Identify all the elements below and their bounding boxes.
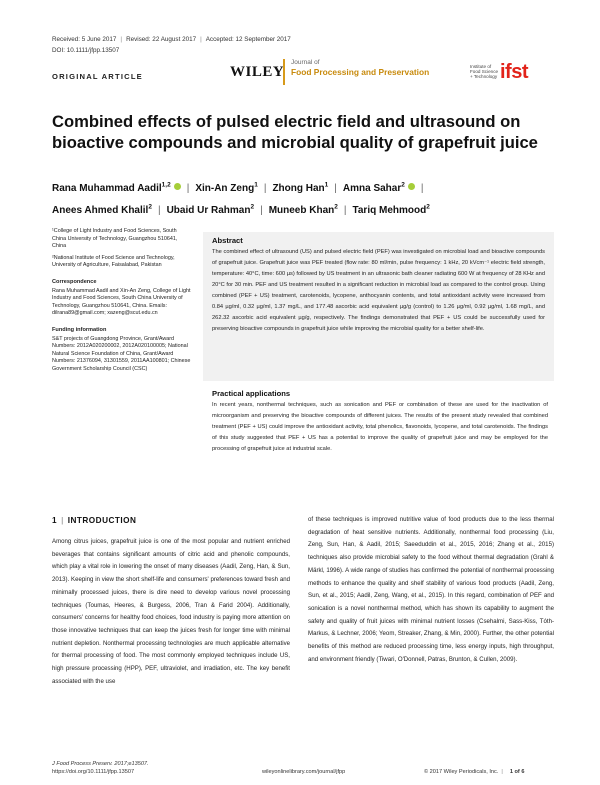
journal-logo-line2: Food Processing and Preservation xyxy=(291,67,430,77)
funding-heading: Funding information xyxy=(52,326,107,333)
divider: | xyxy=(120,36,123,43)
accepted-date: Accepted: 12 September 2017 xyxy=(205,36,291,43)
intro-right-column: of these techniques is improved nutritive value of food products due to the less thermal degradation of heat sensitive nutrients. Additionally, nonthermal food processing (Liu, Zeng, Sun, Han, & Aadil, 2015; Saeeduddin et al., 2015, 2016; Zhang et al., 2015) techniques also provide microbial safety to the food without thermal degradation (Grahl & Märkl, 1996). A wide range of studies has confirmed the potential of nonthermal processing methods to enhance the quality and shelf stability of various food products (Aadil, Zeng, Sun, et al., 2015; Aadil, Zeng, Wang, et al., 2015). In this regard, combination of PEF and sonication is a novel nonthermal method, which has shown its capability to augment the safety and quality of fruit juices with minimal nutrient losses (Csehalmi, Sass-Kiss, Tóth-Markus, & Lechner, 2006; Yeom, Streaker, Zhang, & Min, 2000). Further, the other potential benefits of this method are reduced processing time, less energy inputs, high throughput, and environment friendly (Tiwari, O'Donnell, Patras, Brunton, & Cullen, 2009). xyxy=(308,516,554,663)
intro-left-column: Among citrus juices, grapefruit juice is one of the most popular and nutrient enriched beverages that contains significant amounts of citric acid and phenolic compounds, which play a vital role in lowering the onset of many diseases (Aadil, Zeng, Han, & Sun, 2013). Keeping in view the short shelf-life and consumers' preferences toward fresh and minimally processed juices, there is dire need to develop various novel processing techniques (Toumas, Heeres, & Burgess, 2006, Tran & Farid 2004). Additionally, consumers' concerns for healthy food choices, food industry is paying more attention on those innovative techniques that can keep the juices fresh for longer time with minimal nutrient depletion. Nonthermal processing technologies are much applicable alternative for thermal processing of food. The most commonly employed techniques include US, high pressure processing (HPP), PEF, ultraviolet, and irradiation, etc. The key benefit associated with the use xyxy=(52,538,290,685)
practical-heading: Practical applications xyxy=(212,389,291,398)
ifst-logo-caption: Institute of Food Science + Technology xyxy=(470,64,499,80)
abstract-box xyxy=(203,232,554,381)
section-title: INTRODUCTION xyxy=(67,516,137,525)
affiliations xyxy=(52,228,192,270)
sidebar xyxy=(52,228,192,383)
page-number: 1 of 6 xyxy=(509,769,525,775)
orcid-icon[interactable] xyxy=(408,183,415,190)
revised-date: Revised: 22 August 2017 xyxy=(126,36,197,43)
section-number: 1 xyxy=(52,516,58,525)
funding-text: S&T projects of Guangdong Province, Grant/Award Numbers: 2012A020200002, 2012A020100005; National Natural Science Foundation of China, Grant/Award Numbers: 21376094, 31301559, 2011AA100801; Chinese Government Scholarship Council (CSC) xyxy=(52,335,191,372)
journal-logo-line1: Journal of xyxy=(291,59,320,66)
ifst-logo[interactable] xyxy=(470,60,550,86)
practical-applications xyxy=(212,389,548,455)
funding xyxy=(52,327,192,374)
author[interactable]: Ubaid Ur Rahman$^2$ xyxy=(166,203,255,216)
footer-right: © 2017 Wiley Periodicals, Inc. | 1 of 6 xyxy=(424,769,525,775)
article-type: ORIGINAL ARTICLE xyxy=(52,72,143,81)
correspondence-heading: Correspondence xyxy=(52,278,97,285)
citation: J Food Process Preserv. 2017;e13507. xyxy=(52,761,149,767)
author[interactable]: Anees Ahmed Khalil$^2$ xyxy=(52,203,152,216)
journal-logo[interactable] xyxy=(283,59,435,85)
author[interactable]: Rana Muhammad Aadil$^{1,2}$ xyxy=(52,183,181,194)
journal-site[interactable]: wileyonlinelibrary.com/journal/jfpp xyxy=(262,769,346,775)
correspondence xyxy=(52,279,192,318)
correspondence-text: Rana Muhammad Aadil and Xin-An Zeng, College of Light Industry and Food Sciences, South China University of Technology, Guangzhou 510641, China. Emails: dilrana89@gmail.com; xazeng@scut.edu.cn xyxy=(52,287,191,317)
orcid-icon[interactable] xyxy=(174,183,181,190)
wiley-logo[interactable]: WILEY xyxy=(230,64,285,80)
received-date: Received: 5 June 2017 xyxy=(52,36,117,43)
author[interactable]: Xin-An Zeng$^1$ xyxy=(195,182,258,195)
ifst-logo-mark: ifst xyxy=(500,61,528,83)
doi-url[interactable]: https://doi.org/10.1111/jfpp.13507 xyxy=(52,769,135,775)
author-list: Rana Muhammad Aadil$^{1,2}$ | Xin-An Zeng$^1$ | Zhong Han$^1$ | Amna Sahar$^2$ | Anees Ahmed Khalil$^2$ | Ubaid Ur Rahman$^2$ | Muneeb Khan$^2$ | Tariq Mehmood$^2$ xyxy=(52,182,430,216)
author[interactable]: Muneeb Khan$^2$ xyxy=(268,203,338,216)
section-heading: 1 | INTRODUCTION xyxy=(52,516,137,525)
affiliation-1: ¹College of Light Industry and Food Sciences, South China University of Technology, Guangzhou 510641, China xyxy=(52,228,178,250)
abstract-text: The combined effect of ultrasound (US) and pulsed electric field (PEF) was investigated on microbial load and bioactive compounds of grapefruit juice. Grapefruit juice was PEF treated (flow rate: 80 ml/min, pulse frequency: 1 kHz, 20 kVcm⁻¹ electric field strength, temperature: 40°C, time: 600 µs) followed by US treatment in an ultrasonic bath cleaner radiating 600 W at frequency of 28 KHz and 20°C for 30 min. PEF and US treatment resulted in a significant reduction in microbial load as compared to the control group. Using combined (PEF + US) treatment, carotenoids, lycopene, anthocyanin contents, and total antioxidant activity were increased from 0.84 µg/ml, 0.32 µg/ml, 1.37 mg/L, and 177.48 ascorbic acid equivalent µg/g (control) to 1.26 µg/ml, 0.92 µg/ml, 1.68 mg/L, and 262.32 ascorbic acid equivalent µg/g, respectively. The findings demonstrated that PEF + US could be successfully used for preserving bioactive compounds in grapefruit juice while improving the microbial quality for a better shelf-life. xyxy=(212,249,545,332)
author[interactable]: Amna Sahar$^2$ xyxy=(343,183,415,194)
copyright: © 2017 Wiley Periodicals, Inc. xyxy=(424,769,499,775)
author[interactable]: Tariq Mehmood$^2$ xyxy=(352,203,430,216)
footer-citation xyxy=(52,760,149,776)
affiliation-2: ²National Institute of Food Science and Technology, University of Agriculture, Faisalabad, Pakistan xyxy=(52,254,175,269)
publication-dates xyxy=(52,36,291,43)
article-title: Combined effects of pulsed electric field and ultrasound on bioactive compounds and microbial quality of grapefruit juice xyxy=(52,112,538,152)
practical-text: In recent years, nonthermal techniques, such as sonication and PEF or combination of these are used for the inactivation of microorganism and preserving the bioactive compounds of different juices. The results of the present study revealed that combined treatment (PEF + US) could improve the antioxidant activity, total phenolics, flavonoids, lycopene, and total carotenoids. The findings of this study suggested that PEF + US has a potential to improve the quality of grapefruit juice and may be employed for the processing of grapefruit juice at industrial scale. xyxy=(212,402,548,452)
doi[interactable]: DOI: 10.1111/jfpp.13507 xyxy=(52,47,120,54)
abstract-heading: Abstract xyxy=(212,236,243,245)
divider: | xyxy=(200,36,202,43)
author[interactable]: Zhong Han$^1$ xyxy=(272,182,329,195)
